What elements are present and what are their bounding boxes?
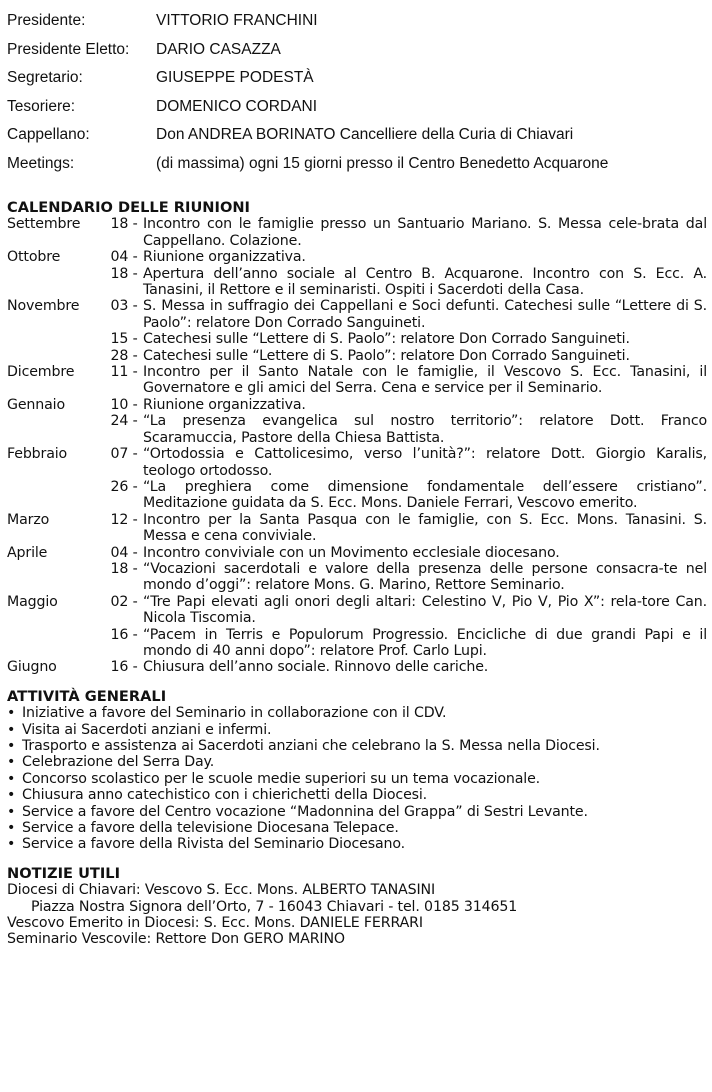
calendar-date: 24 - <box>110 413 138 430</box>
calendar-entry <box>7 266 707 299</box>
calendar-entry <box>7 594 707 627</box>
bullet-icon: • <box>7 787 16 804</box>
activity-item <box>7 754 707 770</box>
activity-item <box>7 771 707 787</box>
calendar-month: Dicembre <box>7 364 75 381</box>
calendar-text: Incontro per la Santa Pasqua con le famiglie, con S. Ecc. Mons. Tanasini. S. Messa e cena conviviale. <box>143 511 707 545</box>
calendar-text: “Tre Papi elevati agli onori degli altari: Celestino V, Pio V, Pio X”: rela-tore Can. Nicola Tiscomia. <box>143 593 707 627</box>
officer-row <box>7 121 707 150</box>
calendar-entry <box>7 331 707 347</box>
bullet-icon: • <box>7 721 16 738</box>
activity-text: Service a favore della televisione Diocesana Telepace. <box>22 820 399 837</box>
bullet-icon: • <box>7 803 16 820</box>
calendar-text: Incontro conviviale con un Movimento ecclesiale diocesano. <box>143 544 560 561</box>
note-line: Vescovo Emerito in Diocesi: S. Ecc. Mons. DANIELE FERRARI <box>7 915 423 932</box>
calendar-month: Marzo <box>7 511 50 528</box>
calendar-date: 10 - <box>110 396 138 413</box>
officer-name: GIUSEPPE PODESTÀ <box>156 69 314 87</box>
calendar-entry <box>7 545 707 561</box>
calendar-month: Giugno <box>7 659 57 676</box>
calendar-entry <box>7 446 707 479</box>
calendar-month: Gennaio <box>7 396 65 413</box>
activities-list <box>7 705 707 853</box>
officer-row <box>7 36 707 65</box>
activity-item <box>7 804 707 820</box>
activity-item <box>7 705 707 721</box>
calendar-entry <box>7 298 707 331</box>
officer-role: Presidente Eletto: <box>7 40 130 58</box>
calendar-month: Aprile <box>7 544 48 561</box>
activity-item <box>7 836 707 852</box>
activity-item <box>7 722 707 738</box>
notes-title: NOTIZIE UTILI <box>7 864 121 882</box>
calendar-text: Incontro per il Santo Natale con le famiglie, il Vescovo S. Ecc. Tanasini, il Governatore e gli amici del Serra. Cena e service per il Seminario. <box>143 364 707 397</box>
calendar-entry <box>7 249 707 265</box>
calendar-entry <box>7 561 707 594</box>
calendar-text: S. Messa in suffragio dei Cappellani e Soci defunti. Catechesi sulle “Lettere di S. Paolo”: relatore Don Corrado Sanguineti. <box>143 298 707 331</box>
calendar-month: Settembre <box>7 216 81 233</box>
activity-item <box>7 787 707 803</box>
officer-name: DOMENICO CORDANI <box>156 97 318 115</box>
calendar-month: Maggio <box>7 593 58 610</box>
note-line: Seminario Vescovile: Rettore Don GERO MARINO <box>7 931 345 948</box>
calendar-text: “Pacem in Terris e Populorum Progressio. Encicliche di due grandi Papi e il mondo di 40 anni dopo”: relatore Prof. Carlo Lupi. <box>143 626 707 659</box>
calendar-text: Riunione organizzativa. <box>143 396 306 413</box>
note-line: Diocesi di Chiavari: Vescovo S. Ecc. Mons. ALBERTO TANASINI <box>7 882 435 899</box>
activity-item <box>7 820 707 836</box>
officer-role: Presidente: <box>7 12 86 29</box>
calendar-text: “La presenza evangelica sul nostro territorio”: relatore Dott. Franco Scaramuccia, Pastore della Chiesa Battista. <box>143 413 707 446</box>
calendar-entry <box>7 413 707 446</box>
officer-row <box>7 7 707 36</box>
activity-text: Visita ai Sacerdoti anziani e infermi. <box>22 721 272 738</box>
calendar-text: Incontro con le famiglie presso un Santuario Mariano. S. Messa cele-brata dal Cappellano. Colazione. <box>143 216 707 249</box>
calendar-date: 16 - <box>110 659 138 676</box>
calendar-date: 12 - <box>110 511 138 528</box>
calendar-entry <box>7 216 707 249</box>
officer-row <box>7 93 707 122</box>
calendar-title: CALENDARIO DELLE RIUNIONI <box>7 199 250 216</box>
officer-role: Cappellano: <box>7 126 90 144</box>
calendar-list <box>7 216 707 675</box>
activity-text: Concorso scolastico per le scuole medie superiori su un tema vocazionale. <box>22 770 541 787</box>
bullet-icon: • <box>7 754 16 771</box>
calendar-month <box>7 627 105 660</box>
officer-name: VITTORIO FRANCHINI <box>156 12 318 29</box>
calendar-date: 18 - <box>110 216 138 233</box>
notes-list <box>7 882 707 948</box>
calendar-entry <box>7 479 707 512</box>
calendar-date: 18 - <box>110 560 138 577</box>
bullet-icon: • <box>7 705 16 722</box>
calendar-text: Catechesi sulle “Lettere di S. Paolo”: relatore Don Corrado Sanguineti. <box>143 331 630 348</box>
activity-item <box>7 738 707 754</box>
calendar-date: 02 - <box>110 593 138 610</box>
calendar-month: Novembre <box>7 298 80 315</box>
calendar-date: 03 - <box>110 298 138 315</box>
officers-list <box>7 7 707 179</box>
officer-row <box>7 64 707 93</box>
officer-name: Don ANDREA BORINATO Cancelliere della Curia di Chiavari <box>156 126 574 144</box>
calendar-entry <box>7 512 707 545</box>
calendar-text: Catechesi sulle “Lettere di S. Paolo”: relatore Don Corrado Sanguineti. <box>143 347 630 364</box>
calendar-text: Riunione organizzativa. <box>143 249 306 266</box>
calendar-month <box>7 331 105 347</box>
calendar-date: 26 - <box>110 478 138 495</box>
calendar-date: 04 - <box>110 544 138 561</box>
bullet-icon: • <box>7 820 16 837</box>
bullet-icon: • <box>7 738 16 754</box>
bullet-icon: • <box>7 770 16 787</box>
calendar-text: “Vocazioni sacerdotali e valore della presenza delle persone consacra-te nel mondo d’oggi”: relatore Mons. G. Marino, Rettore Seminario. <box>143 560 707 594</box>
calendar-month <box>7 479 105 512</box>
activity-text: Iniziative a favore del Seminario in collaborazione con il CDV. <box>22 705 447 722</box>
calendar-month: Ottobre <box>7 249 61 266</box>
calendar-month <box>7 561 105 594</box>
activities-title: ATTIVITÀ GENERALI <box>7 687 167 705</box>
calendar-month: Febbraio <box>7 446 68 463</box>
calendar-date: 15 - <box>110 331 138 348</box>
calendar-date: 11 - <box>110 364 138 381</box>
note-line: Piazza Nostra Signora dell’Orto, 7 - 16043 Chiavari - tel. 0185 314651 <box>31 898 518 915</box>
officer-role: Segretario: <box>7 69 83 87</box>
calendar-date: 07 - <box>110 446 138 463</box>
calendar-entry <box>7 627 707 660</box>
officer-role: Tesoriere: <box>7 97 76 115</box>
officer-row <box>7 150 707 179</box>
calendar-entry <box>7 397 707 413</box>
calendar-text: Apertura dell’anno sociale al Centro B. Acquarone. Incontro con S. Ecc. A. Tanasini, il Rettore e il seminaristi. Ospiti i Sacerdoti della Casa. <box>143 265 707 299</box>
calendar-text: “La preghiera come dimensione fondamentale dell’essere cristiano”. Meditazione guidata da S. Ecc. Mons. Daniele Ferrari, Vescovo emerito. <box>143 478 707 512</box>
calendar-month <box>7 348 105 364</box>
calendar-entry <box>7 659 707 675</box>
officer-name: (di massima) ogni 15 giorni presso il Centro Benedetto Acquarone <box>156 154 609 172</box>
calendar-date: 04 - <box>110 249 138 266</box>
calendar-text: “Ortodossia e Cattolicesimo, verso l’unità?”: relatore Dott. Giorgio Karalis, teologo ortodosso. <box>143 446 707 479</box>
calendar-entry <box>7 364 707 397</box>
main-content <box>7 200 707 948</box>
bullet-icon: • <box>7 836 16 853</box>
calendar-entry <box>7 348 707 364</box>
calendar-month <box>7 413 105 446</box>
activity-text: Service a favore della Rivista del Seminario Diocesano. <box>22 836 405 853</box>
calendar-date: 16 - <box>110 626 138 643</box>
officer-role: Meetings: <box>7 154 75 172</box>
activity-text: Celebrazione del Serra Day. <box>22 754 215 771</box>
calendar-date: 28 - <box>110 347 138 364</box>
activity-text: Service a favore del Centro vocazione “Madonnina del Grappa” di Sestri Levante. <box>22 803 588 820</box>
calendar-month <box>7 266 105 299</box>
activity-text: Trasporto e assistenza ai Sacerdoti anziani che celebrano la S. Messa nella Diocesi. <box>22 738 600 754</box>
calendar-date: 18 - <box>110 265 138 282</box>
calendar-text: Chiusura dell’anno sociale. Rinnovo delle cariche. <box>143 659 489 676</box>
officer-name: DARIO CASAZZA <box>156 40 281 58</box>
activity-text: Chiusura anno catechistico con i chierichetti della Diocesi. <box>22 787 428 804</box>
